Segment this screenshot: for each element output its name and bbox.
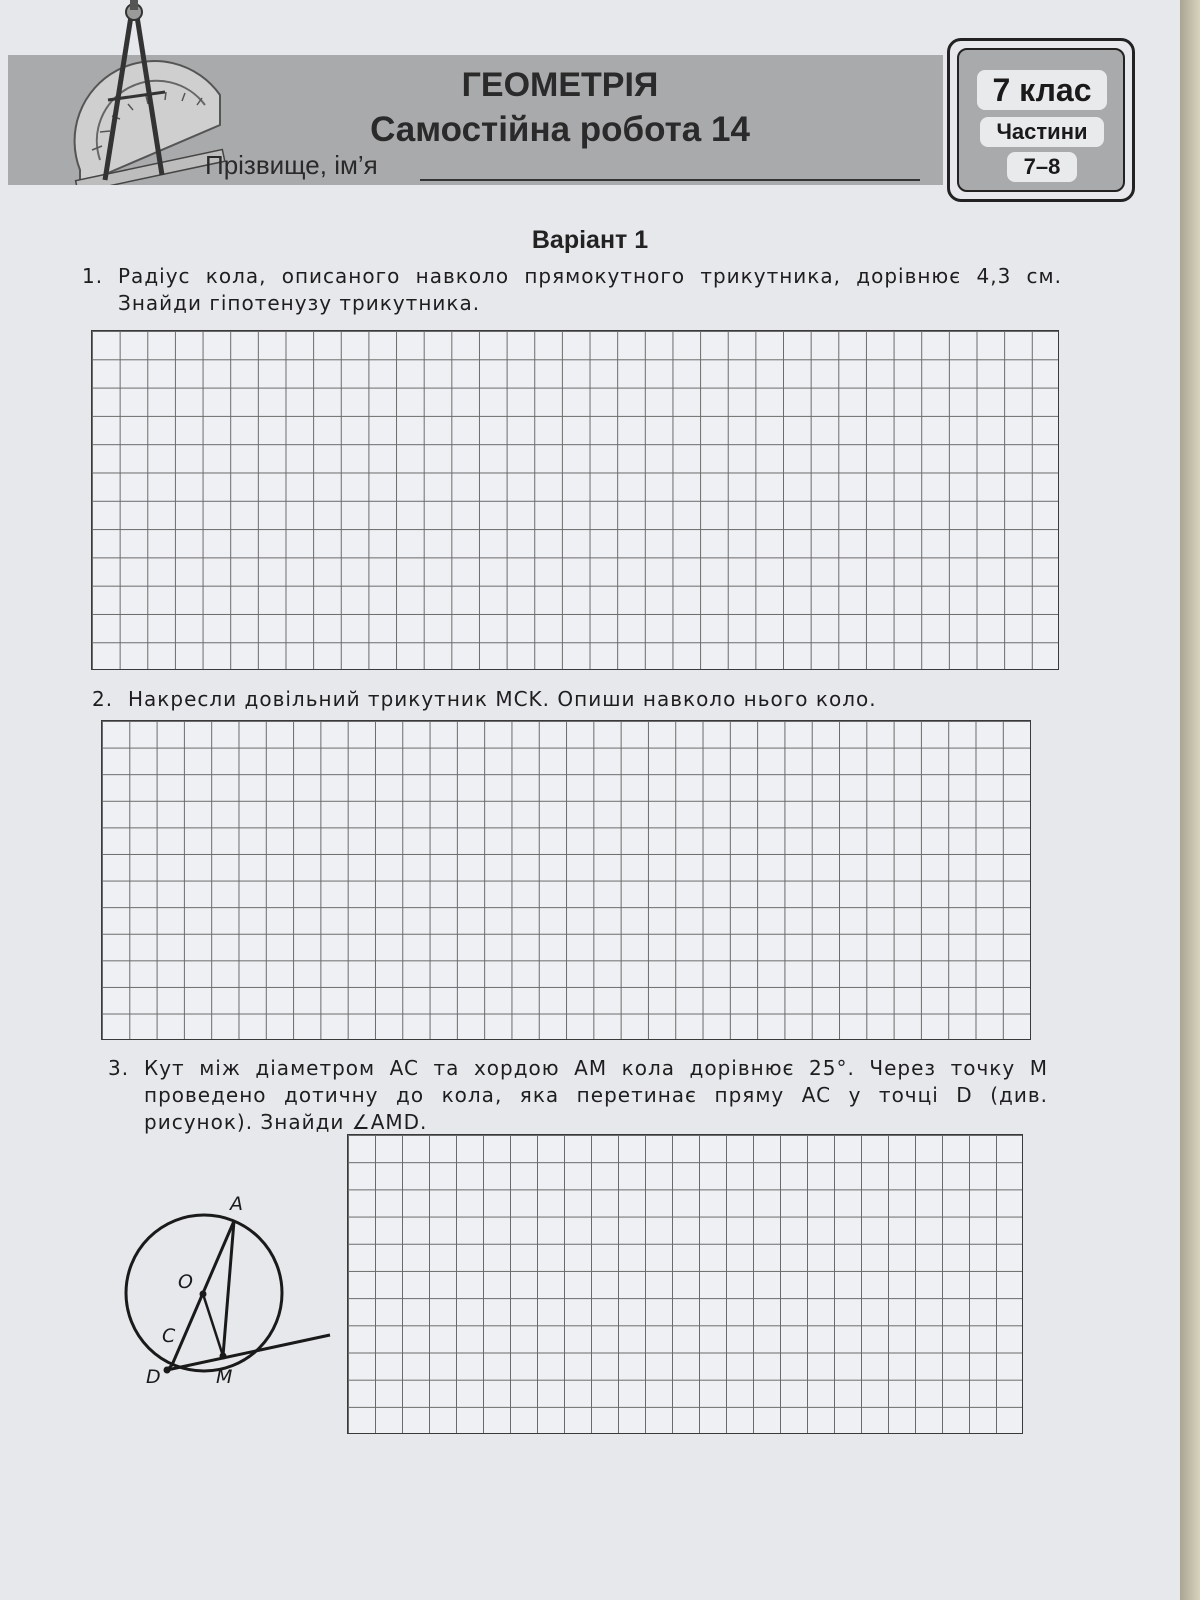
- work-title: Самостійна робота 14: [370, 110, 750, 149]
- answer-grid-3[interactable]: [347, 1134, 1023, 1434]
- variant-heading: Варіант 1: [531, 226, 649, 254]
- circle-tangent-diagram: [110, 1180, 350, 1410]
- answer-grid-1[interactable]: [91, 330, 1059, 670]
- task-number: 1.: [82, 264, 104, 288]
- task-number: 2.: [92, 687, 114, 711]
- radius-om: [203, 1294, 223, 1356]
- point-d: [164, 1367, 171, 1374]
- task-2: [92, 686, 1032, 714]
- tangent-line: [167, 1335, 330, 1370]
- answer-grid-2[interactable]: [101, 720, 1031, 1040]
- task-text: Кут між діаметром AC та хордою AM кола дорівнює 25°. Через точку M проведено дотичну до кола, яка перетинає пряму AC у точці D (див. рисунок). Знайди ∠AMD.: [144, 1056, 1048, 1134]
- label-o: O: [178, 1271, 193, 1293]
- task-text: Накресли довільний трикутник MCK. Опиши навколо нього коло.: [128, 687, 877, 711]
- task-3: [108, 1055, 1048, 1137]
- point-m: [220, 1353, 227, 1360]
- subject-title: ГЕОМЕТРІЯ: [461, 66, 659, 104]
- label-a: A: [230, 1193, 243, 1215]
- parts-range: 7–8: [1007, 152, 1077, 182]
- label-m: M: [216, 1366, 233, 1388]
- label-d: D: [146, 1366, 161, 1388]
- task-number: 3.: [108, 1056, 130, 1080]
- surname-label: Прізвище, ім’я: [205, 150, 378, 180]
- table-edge: [1180, 0, 1200, 1600]
- surname-field[interactable]: [420, 179, 920, 181]
- point-o: [200, 1291, 207, 1298]
- task-text: Радіус кола, описаного навколо прямокутного трикутника, дорівнює 4,3 см. Знайди гіпотенузу трикутника.: [118, 264, 1062, 315]
- parts-label: Частини: [980, 117, 1104, 147]
- label-c: C: [162, 1325, 176, 1347]
- grade-label: 7 клас: [977, 70, 1107, 110]
- task-1: [82, 263, 1062, 319]
- grade-badge: [957, 48, 1125, 192]
